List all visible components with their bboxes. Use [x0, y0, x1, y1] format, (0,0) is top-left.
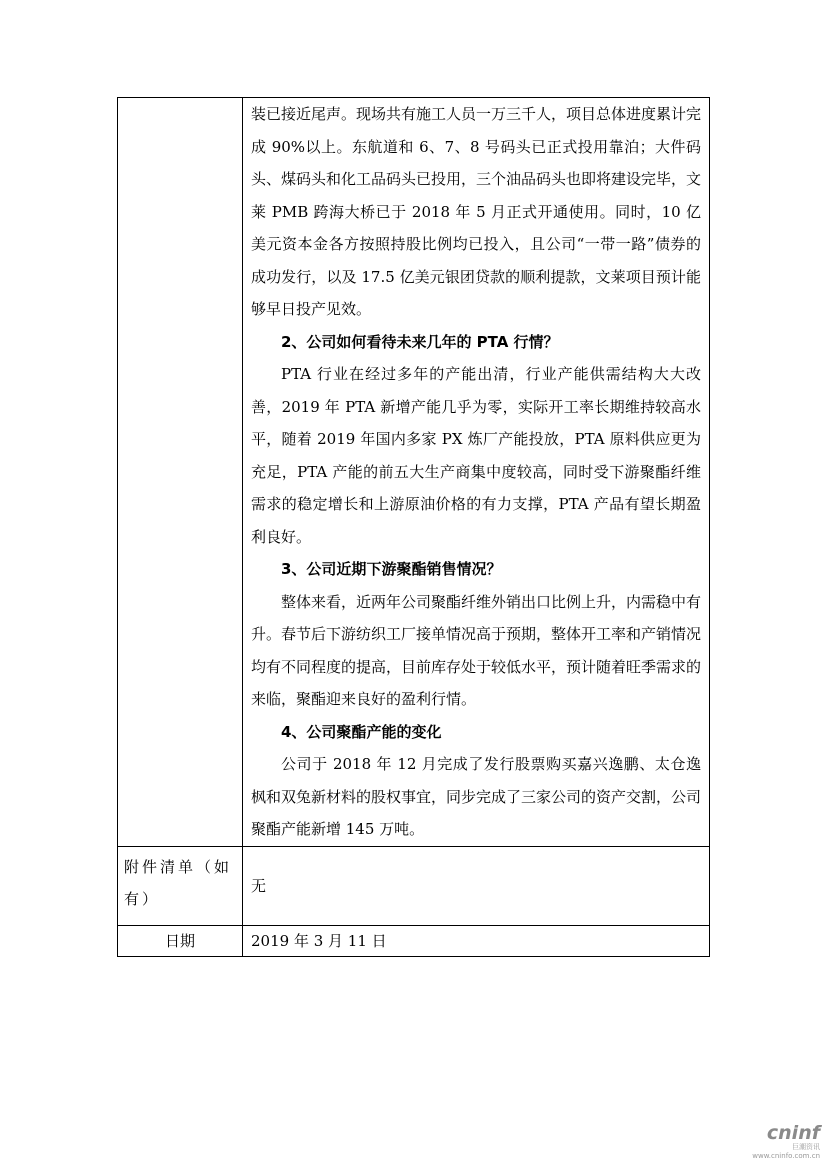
cninfo-chinese-name: 巨潮资讯 [792, 1143, 820, 1151]
q2-answer: PTA 行业在经过多年的产能出清，行业产能供需结构大大改善，2019 年 PTA 新增产能几乎为零，实际开工率长期维持较高水平，随着 2019 年国内多家 PX 炼厂产能投放，PTA 原料供应更为充足，PTA 产能的前五大生产商集中度较高，同时受下游聚酯纤维需求的稳定增长和上游原油价格的有力支撑，PTA 产品有望长期盈利良好。 [251, 365, 701, 546]
qa-row [118, 98, 710, 847]
cninfo-brand-text: cninf [766, 1122, 820, 1144]
q3-heading: 3、公司近期下游聚酯销售情况？ [281, 560, 502, 578]
info-table [117, 97, 710, 957]
date-value: 2019 年 3 月 11 日 [243, 925, 710, 956]
q4-heading: 4、公司聚酯产能的变化 [281, 722, 442, 741]
q2-heading: 2、公司如何看待未来几年的 PTA 行情？ [281, 332, 559, 351]
attachments-row [118, 846, 710, 925]
qa-label-cell [118, 98, 243, 847]
attachments-value: 无 [243, 846, 710, 925]
date-label: 日期 [118, 925, 243, 956]
q4-answer: 公司于 2018 年 12 月完成了发行股票购买嘉兴逸鹏、太仓逸枫和双兔新材料的股权事宜，同步完成了三家公司的资产交割，公司聚酯产能新增 145 万吨。 [251, 755, 702, 838]
cninfo-watermark-logo [752, 1123, 820, 1161]
attachments-label: 附件清单（如有） [118, 846, 243, 925]
cninfo-url: www.cninfo.com.cn [752, 1152, 820, 1160]
qa-content-cell [243, 98, 710, 847]
q3-answer: 整体来看，近两年公司聚酯纤维外销出口比例上升，内需稳中有升。春节后下游纺织工厂接单情况高于预期，整体开工率和产销情况均有不同程度的提高，目前库存处于较低水平，预计随着旺季需求的来临，聚酯迎来良好的盈利行情。 [251, 592, 702, 708]
date-row [118, 925, 710, 956]
section1-tail-paragraph: 装已接近尾声。现场共有施工人员一万三千人，项目总体进度累计完成 90%以上。东航道和 6、7、8 号码头已正式投用靠泊；大件码头、煤码头和化工品码头已投用，三个油品码头也即将建设完毕，文莱 PMB 跨海大桥已于 2018 年 5 月正式开通使用。同时，10 亿美元资本金各方按照持股比例均已投入，且公司“一带一路”债券的成功发行，以及 17.5 亿美元银团贷款的顺利提款，文莱项目预计能够早日投产见效。 [251, 105, 702, 318]
